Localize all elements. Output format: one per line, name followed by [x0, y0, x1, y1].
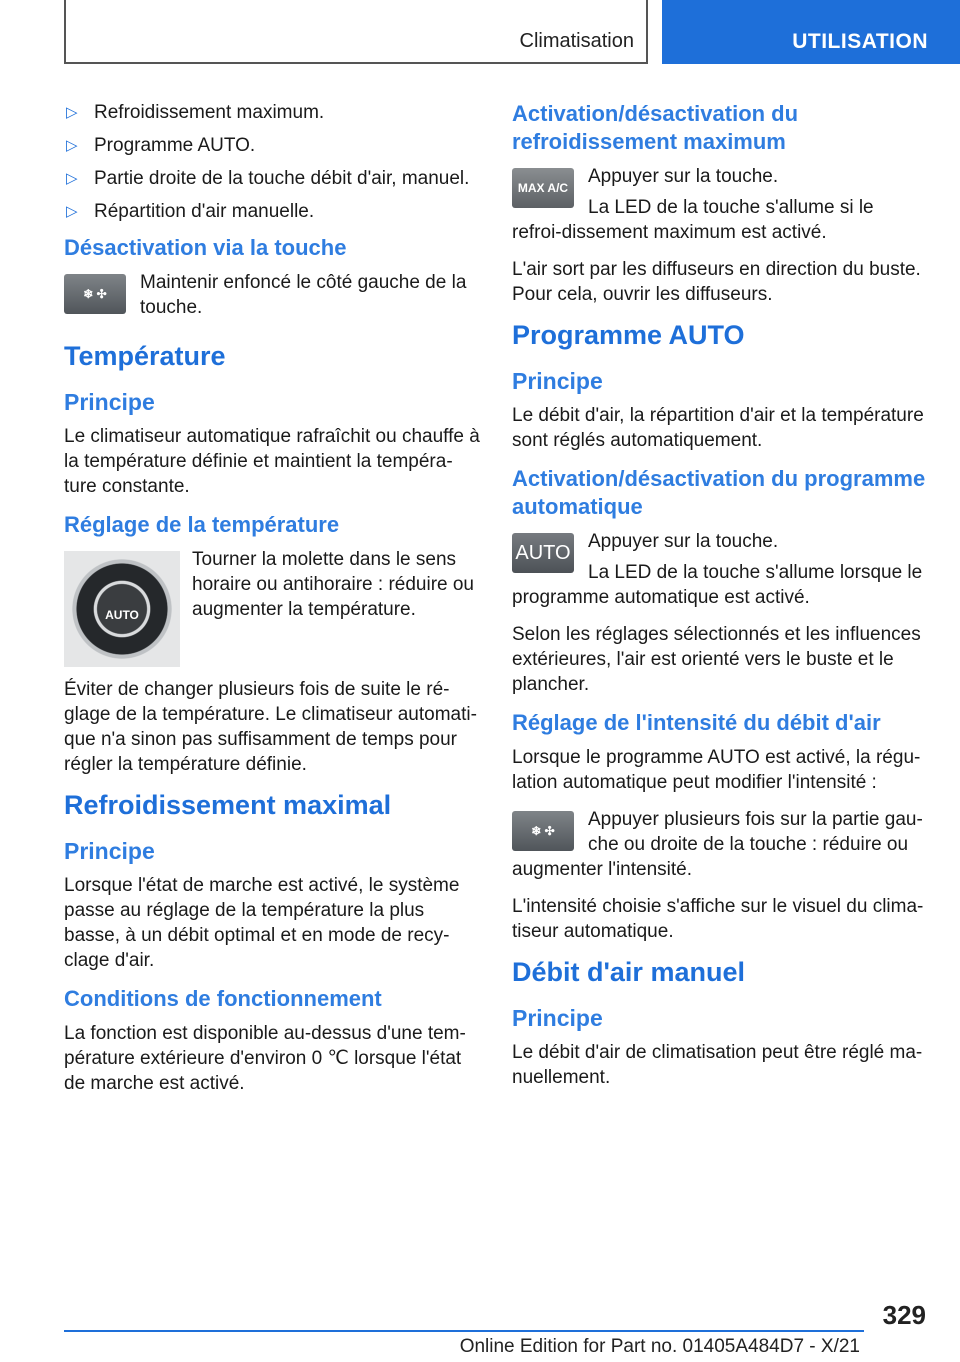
deactivation-block — [64, 270, 484, 332]
triangle-bullet-icon: ▷ — [66, 104, 78, 121]
auto-program-heading: Programme AUTO — [512, 320, 745, 350]
auto-led-text: La LED de la touche s'allume lorsque le programme automatique est activé. — [512, 562, 923, 608]
max-ac-led-text: La LED de la touche s'allume si le refroi-dissement maximum est activé. — [512, 197, 874, 243]
edition-text: Online Edition for Part no. 01405A484D7 - X/21 — [459, 1336, 860, 1357]
auto-principle-heading: Principe — [512, 368, 603, 394]
max-cooling-text: Lorsque l'état de marche est activé, le système passe au réglage de la température la plus basse, à un débit optimal et en mode de recy-clage d'air. — [64, 875, 460, 971]
temperature-setting-heading: Réglage de la température — [64, 512, 340, 537]
fan-button-icon: ❄ ✣ — [512, 811, 574, 851]
temperature-heading: Température — [64, 341, 226, 371]
conditions-heading: Conditions de fonctionnement — [64, 986, 382, 1011]
list-item: ▷ Partie droite de la touche débit d'air, manuel. — [66, 168, 470, 189]
deactivation-text: Maintenir enfoncé le côté gauche de la touche. — [140, 272, 467, 318]
max-ac-button-icon: MAX A/C — [512, 168, 574, 208]
conditions-text: La fonction est disponible au-dessus d'une tem-pérature extérieure d'environ 0 ℃ lorsque l'état de marche est activé. — [64, 1023, 466, 1094]
intensity-button-block — [512, 807, 926, 894]
header-section-tab — [662, 0, 960, 64]
auto-activation-heading: Activation/désactivation du programme automatique — [512, 466, 926, 519]
triangle-bullet-icon: ▷ — [66, 137, 78, 154]
list-item: ▷ Refroidissement maximum. — [66, 102, 325, 123]
temperature-setting-text: Tourner la molette dans le sens horaire ou antihoraire : réduire ou augmenter la température. — [192, 549, 475, 620]
influences-text: Selon les réglages sélectionnés et les influences extérieures, l'air est orienté vers le buste et le plancher. — [512, 624, 921, 695]
max-cooling-principle-heading: Principe — [64, 838, 155, 864]
max-cooling-heading: Refroidissement maximal — [64, 790, 392, 820]
intensity-press-text: Appuyer plusieurs fois sur la partie gau-che ou droite de la touche : réduire ou augmenter l'intensité. — [512, 809, 923, 880]
auto-press-text: Appuyer sur la touche. — [588, 531, 779, 552]
manual-principle-heading: Principe — [512, 1005, 603, 1031]
max-ac-press-text: Appuyer sur la touche. — [588, 166, 779, 187]
manual-principle-text: Le débit d'air de climatisation peut être réglé ma-nuellement. — [512, 1042, 923, 1088]
max-ac-activation-heading: Activation/désactivation du refroidissement maximum — [512, 101, 799, 154]
list-item: ▷ Programme AUTO. — [66, 135, 256, 156]
avoid-text: Éviter de changer plusieurs fois de suite le ré-glage de la température. Le climatiseur automati-que n'a sinon pas suffisamment de temps pour régler la température définie. — [64, 679, 477, 775]
right-column — [512, 100, 926, 1102]
deactivation-heading: Désactivation via la touche — [64, 235, 347, 260]
temperature-principle-text: Le climatiseur automatique rafraîchit ou chauffe à la température définie et maintient la tempéra-ture constante. — [64, 426, 480, 497]
section-title: UTILISATION — [792, 30, 928, 53]
manual-airflow-heading: Débit d'air manuel — [512, 957, 745, 987]
auto-button-icon: AUTO — [512, 533, 574, 573]
bullet-list — [64, 100, 484, 224]
temperature-knob-icon: AUTO — [64, 551, 180, 667]
page-number: 329 — [882, 1300, 926, 1330]
air-outlet-text: L'air sort par les diffuseurs en direction du buste. Pour cela, ouvrir les diffuseurs. — [512, 259, 921, 305]
max-ac-block — [512, 164, 926, 257]
left-column — [64, 100, 484, 1108]
triangle-bullet-icon: ▷ — [66, 170, 78, 187]
airflow-intensity-text: Lorsque le programme AUTO est activé, la régu-lation automatique peut modifier l'intensité : — [512, 747, 921, 793]
footer-divider — [64, 1330, 864, 1332]
airflow-intensity-heading: Réglage de l'intensité du débit d'air — [512, 710, 881, 735]
temperature-principle-heading: Principe — [64, 389, 155, 415]
fan-off-button-icon: ❄ ✣ — [64, 274, 126, 314]
triangle-bullet-icon: ▷ — [66, 203, 78, 220]
auto-principle-text: Le débit d'air, la répartition d'air et la température sont réglés automatiquement. — [512, 405, 924, 451]
temperature-setting-block — [64, 547, 484, 677]
chapter-title: Climatisation — [519, 30, 634, 52]
auto-block — [512, 529, 926, 622]
list-item: ▷ Répartition d'air manuelle. — [66, 201, 315, 222]
display-text: L'intensité choisie s'affiche sur le visuel du clima-tiseur automatique. — [512, 896, 924, 942]
header-title-box — [64, 0, 648, 64]
